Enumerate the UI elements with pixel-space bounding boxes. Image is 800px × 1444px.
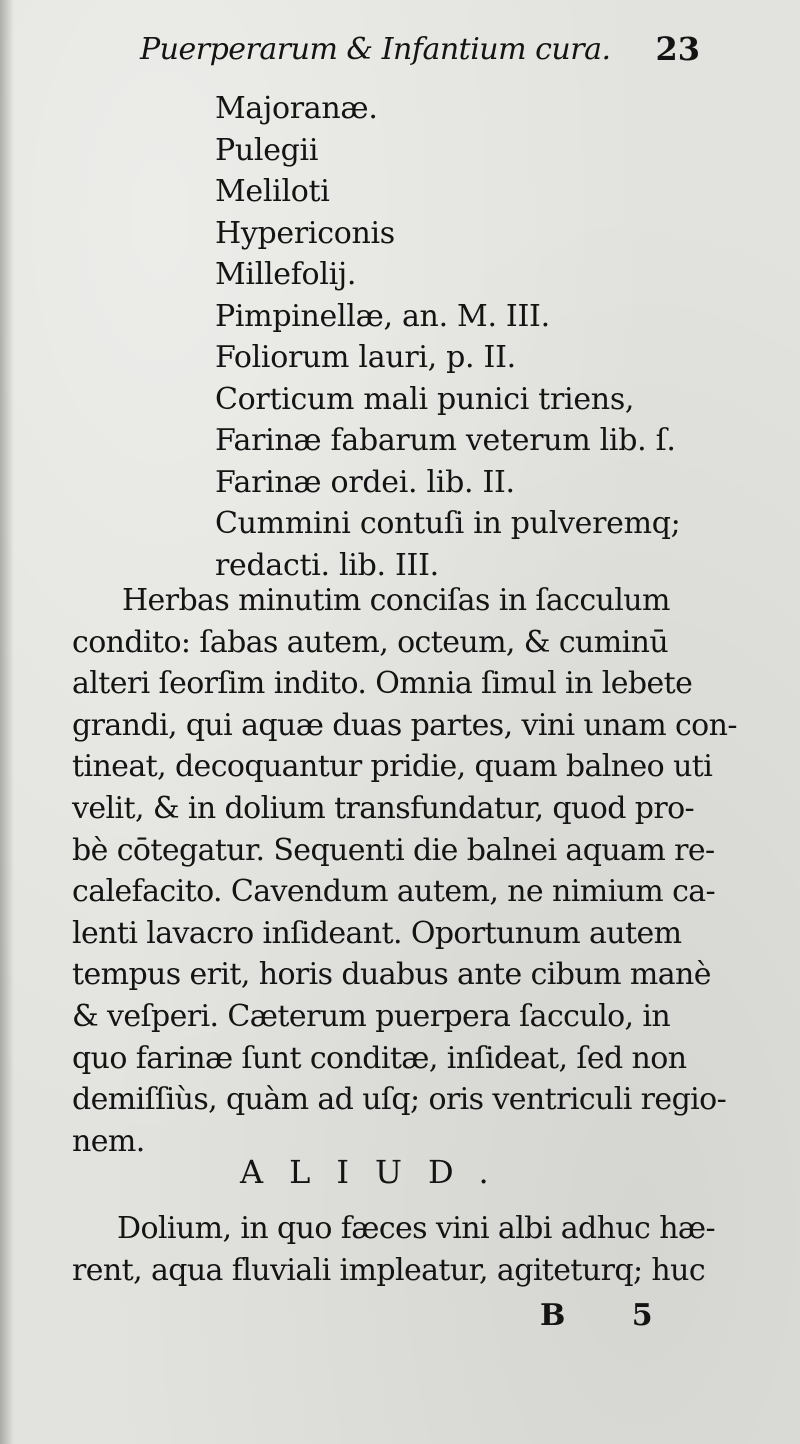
section-heading: ALIUD. [240, 1153, 515, 1191]
ingredient-item: Pulegii [215, 132, 319, 168]
ingredient-item: Farinæ fabarum veterum lib. ſ. [215, 423, 676, 458]
second-paragraph [72, 1208, 716, 1291]
text-line: quo farinæ ſunt conditæ, inſideat, ſed non [72, 1040, 687, 1076]
ingredient-item: Cummini contuſi in pulveremq; [215, 506, 681, 541]
ingredient-item: Meliloti [215, 174, 330, 209]
text-line: tineat, decoquantur pridie, quam balneo uti [72, 749, 713, 785]
text-line: velit, & in dolium transfundatur, quod pro- [72, 790, 695, 826]
text-line: condito: ſabas autem, octeum, & cuminū [72, 624, 669, 660]
text-line: lenti lavacro inſideant. Oportunum autem [72, 915, 682, 951]
text-line: tempus erit, horis duabus ante cibum manè [72, 957, 711, 993]
text-line: demiſſiùs, quàm ad uſq; oris ventriculi regio- [72, 1082, 727, 1118]
instructions-paragraph [72, 580, 737, 1162]
page-number: 23 [655, 30, 700, 68]
signature-mark: B 5 [540, 1298, 681, 1333]
text-line: & veſperi. Cæterum puerpera ſacculo, in [72, 998, 671, 1034]
ingredient-list [215, 88, 681, 586]
ingredient-item: Hypericonis [215, 215, 395, 251]
text-line: grandi, qui aquæ duas partes, vini unam con- [72, 707, 737, 743]
ingredient-item: Majoranæ. [215, 91, 378, 126]
running-head [140, 30, 700, 74]
ingredient-item: redacti. lib. III. [215, 547, 439, 583]
ingredient-item: Millefolij. [215, 257, 357, 292]
text-line: nem. [72, 1123, 145, 1159]
ingredient-item: Foliorum lauri, p. II. [215, 340, 516, 375]
text-line: Herbas minutim conciſas in ſacculum [122, 583, 670, 618]
text-line: bè cōtegatur. Sequenti die balnei aquam re- [72, 832, 715, 868]
text-line: rent, aqua fluviali impleatur, agiteturq; huc [72, 1252, 706, 1288]
text-line: alteri ſeorſim indito. Omnia ſimul in lebete [72, 666, 693, 702]
ingredient-item: Farinæ ordei. lib. II. [215, 464, 515, 500]
ingredient-item: Pimpinellæ, an. M. III. [215, 298, 550, 334]
running-title: Puerperarum & Infantium cura. [140, 32, 611, 67]
ingredient-item: Corticum mali punici triens, [215, 381, 635, 417]
text-line: Dolium, in quo fæces vini albi adhuc hæ- [117, 1211, 716, 1246]
text-line: calefacito. Cavendum autem, ne nimium ca- [72, 874, 716, 910]
